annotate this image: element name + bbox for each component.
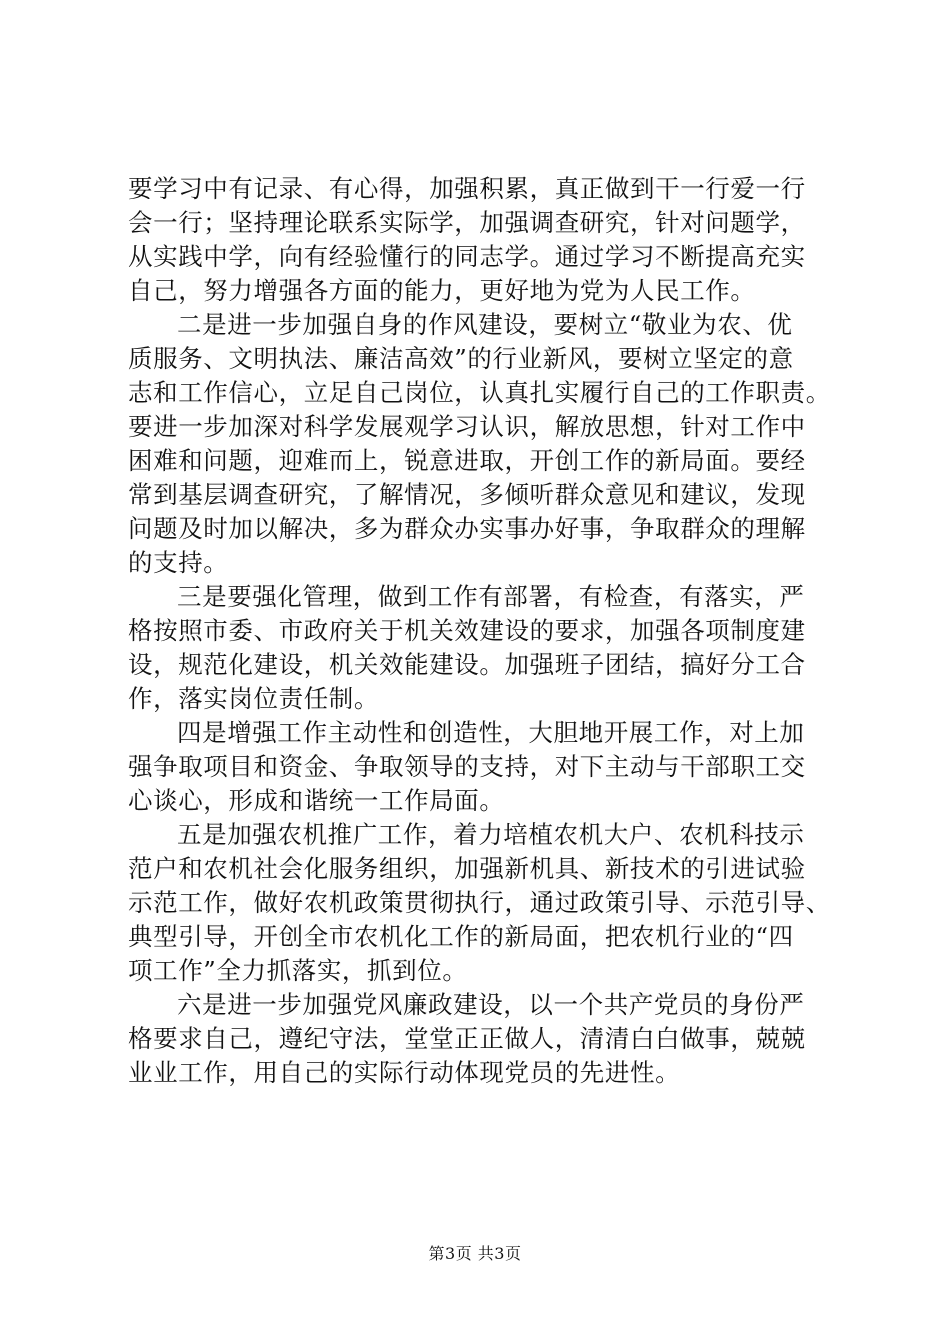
text-line: 格按照市委、市政府关于机关效建设的要求，加强各项制度建 bbox=[128, 616, 806, 645]
text-line: 要学习中有记录、有心得，加强积累，真正做到干一行爱一行 bbox=[128, 174, 806, 203]
paragraph-point-6 bbox=[128, 988, 832, 1090]
text-line: 质服务、文明执法、廉洁高效”的行业新风，要树立坚定的意 bbox=[128, 344, 794, 373]
paragraph-point-4 bbox=[128, 716, 832, 818]
text-line: 强争取项目和资金、争取领导的支持，对下主动与干部职工交 bbox=[128, 752, 806, 781]
paragraph-point-5 bbox=[128, 818, 832, 988]
text-line: 问题及时加以解决，多为群众办实事办好事，争取群众的理解 bbox=[128, 514, 806, 543]
text-line: 从实践中学，向有经验懂行的同志学。通过学习不断提高充实 bbox=[128, 242, 806, 271]
text-line: 会一行；坚持理论联系实际学，加强调查研究，针对问题学， bbox=[128, 208, 806, 237]
text-line: 三是要强化管理，做到工作有部署，有检查，有落实，严 bbox=[177, 582, 805, 611]
text-line: 常到基层调查研究，了解情况，多倾听群众意见和建议，发现 bbox=[128, 480, 806, 509]
text-line: 作，落实岗位责任制。 bbox=[128, 684, 379, 713]
text-line: 五是加强农机推广工作，着力培植农机大户、农机科技示 bbox=[177, 820, 805, 849]
text-line: 二是进一步加强自身的作风建设，要树立“敬业为农、优 bbox=[177, 310, 793, 339]
text-line: 困难和问题，迎难而上，锐意进取，开创工作的新局面。要经 bbox=[128, 446, 806, 475]
paragraph-continuation bbox=[128, 172, 832, 308]
text-line: 范户和农机社会化服务组织，加强新机具、新技术的引进试验 bbox=[128, 854, 806, 883]
text-line: 业业工作，用自己的实际行动体现党员的先进性。 bbox=[128, 1058, 681, 1087]
body-text bbox=[128, 172, 832, 1090]
text-line: 四是增强工作主动性和创造性，大胆地开展工作，对上加 bbox=[177, 718, 805, 747]
text-line: 要进一步加深对科学发展观学习认识，解放思想，针对工作中 bbox=[128, 412, 806, 441]
text-line: 自己，努力增强各方面的能力，更好地为党为人民工作。 bbox=[128, 276, 756, 305]
text-line: 典型引导，开创全市农机化工作的新局面，把农机行业的“四 bbox=[128, 922, 794, 951]
text-line: 示范工作，做好农机政策贯彻执行，通过政策引导、示范引导、 bbox=[128, 888, 831, 917]
text-line: 心谈心，形成和谐统一工作局面。 bbox=[128, 786, 505, 815]
text-line: 设，规范化建设，机关效能建设。加强班子团结，搞好分工合 bbox=[128, 650, 806, 679]
text-line: 项工作”全力抓落实，抓到位。 bbox=[128, 956, 468, 985]
text-line: 格要求自己，遵纪守法，堂堂正正做人，清清白白做事，兢兢 bbox=[128, 1024, 806, 1053]
text-line: 的支持。 bbox=[128, 548, 229, 577]
text-line: 六是进一步加强党风廉政建设，以一个共产党员的身份严 bbox=[177, 990, 805, 1019]
page-footer: 第3页 共3页 bbox=[428, 1244, 522, 1263]
paragraph-point-3 bbox=[128, 580, 832, 716]
text-line: 志和工作信心，立足自己岗位，认真扎实履行自己的工作职责。 bbox=[128, 378, 831, 407]
paragraph-point-2 bbox=[128, 308, 832, 580]
